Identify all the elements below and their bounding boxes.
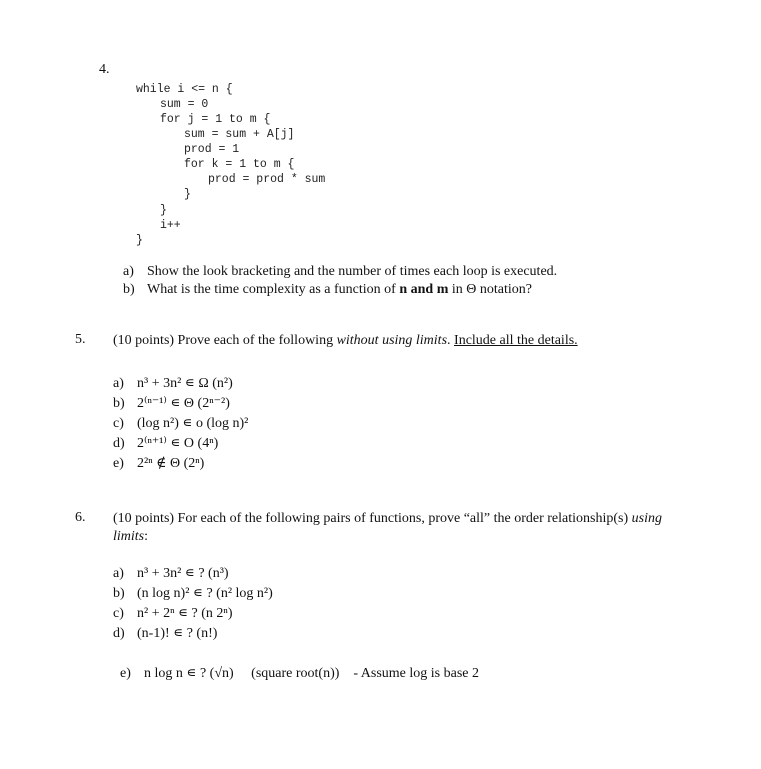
item-label: a) xyxy=(113,566,124,581)
q6-item xyxy=(113,624,217,644)
q4-b-n: n xyxy=(399,282,408,297)
q5-item xyxy=(113,374,233,394)
q4-number: 4. xyxy=(99,62,110,77)
q6-emphasis-1: using xyxy=(631,511,662,526)
code-line: i++ xyxy=(160,219,181,232)
q4-b-text-1: What is the time complexity as a function of xyxy=(147,282,400,297)
item-expr: (log n²) ∊ o (log n)² xyxy=(137,416,249,431)
q5-emphasis: without using limits xyxy=(336,333,448,348)
item-label: c) xyxy=(113,606,124,621)
q6-points: (10 points) For each of the following pairs of functions, prove “all” the order relationship(s) xyxy=(113,511,632,526)
item-expr: n log n ∊ ? (√n) (square root(n)) - Assume log is base 2 xyxy=(144,666,480,681)
q5-item xyxy=(113,434,218,454)
item-label: d) xyxy=(113,626,125,641)
q5-item xyxy=(113,454,204,474)
code-line: for k = 1 to m { xyxy=(184,158,295,171)
q5-period: . xyxy=(447,333,455,348)
q6-number: 6. xyxy=(75,510,86,525)
item-expr: n³ + 3n² ∊ Ω (n²) xyxy=(137,376,233,391)
q5-underlined: Include all the details. xyxy=(454,333,578,348)
code-line: sum = sum + A[j] xyxy=(184,128,295,141)
code-line: while i <= n { xyxy=(136,83,233,96)
code-line: prod = 1 xyxy=(184,143,240,156)
item-label: d) xyxy=(113,436,125,451)
code-line: } xyxy=(184,188,191,201)
q5-item xyxy=(113,414,248,434)
code-line: } xyxy=(160,204,167,217)
q6-prompt-line1 xyxy=(113,510,662,528)
item-label: e) xyxy=(113,456,124,471)
item-label: b) xyxy=(113,396,125,411)
q4-b-text-2: in Θ notation? xyxy=(448,282,532,297)
q5-prompt xyxy=(113,332,578,350)
item-expr: 2⁽ⁿ⁻¹⁾ ∊ Θ (2ⁿ⁻²) xyxy=(137,396,230,411)
q6-item xyxy=(113,584,273,604)
q5-points: (10 points) Prove each of the following xyxy=(113,333,337,348)
item-label: e) xyxy=(120,666,131,681)
q4-part-b xyxy=(123,281,532,299)
item-expr: n³ + 3n² ∊ ? (n³) xyxy=(137,566,229,581)
q6-emphasis-2: limits xyxy=(113,529,145,544)
q4-b-label: b) xyxy=(123,282,135,297)
code-line: } xyxy=(136,234,143,247)
code-line: prod = prod * sum xyxy=(208,173,326,186)
q4-a-text: Show the look bracketing and the number of times each loop is executed. xyxy=(147,264,558,279)
q4-part-a xyxy=(123,263,557,281)
q6-item xyxy=(113,644,479,684)
q5-number: 5. xyxy=(75,332,86,347)
q4-b-and: and xyxy=(407,282,437,297)
item-label: b) xyxy=(113,586,125,601)
q6-item xyxy=(113,564,229,584)
item-expr: (n log n)² ∊ ? (n² log n²) xyxy=(137,586,273,601)
item-expr: 2²ⁿ ∉ Θ (2ⁿ) xyxy=(137,456,205,471)
q4-a-label: a) xyxy=(123,264,134,279)
q6-colon: : xyxy=(144,529,149,544)
code-line: sum = 0 xyxy=(160,98,209,111)
item-expr: (n-1)! ∊ ? (n!) xyxy=(137,626,218,641)
q6-prompt-line2 xyxy=(113,528,148,546)
item-label: c) xyxy=(113,416,124,431)
q6-item xyxy=(113,604,233,624)
item-label: a) xyxy=(113,376,124,391)
item-expr: n² + 2ⁿ ∊ ? (n 2ⁿ) xyxy=(137,606,233,621)
q4-b-m: m xyxy=(436,282,449,297)
item-expr: 2⁽ⁿ⁺¹⁾ ∊ O (4ⁿ) xyxy=(137,436,219,451)
code-line: for j = 1 to m { xyxy=(160,113,271,126)
q5-item xyxy=(113,394,230,414)
